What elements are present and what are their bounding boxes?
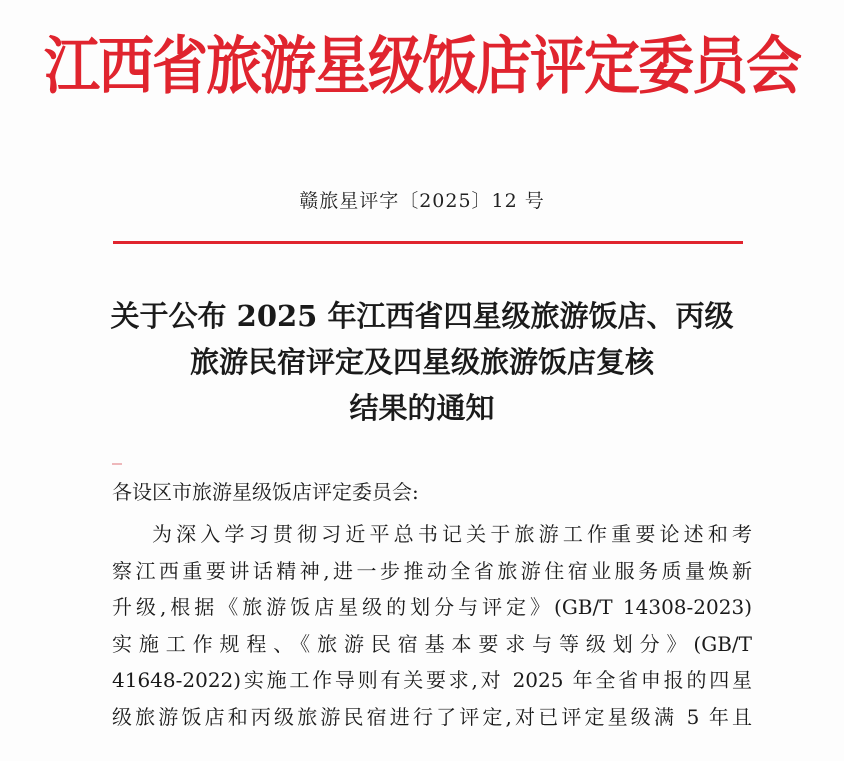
title-line-1: 关于公布 2025 年江西省四星级旅游饭店、丙级 [110,299,734,333]
organization-header: 江西省旅游星级饭店评定委员会 [44,30,800,104]
document-number: 赣旅星评字〔2025〕12 号 [299,190,545,212]
salutation: 各设区市旅游星级饭店评定委员会: [112,480,419,504]
title-line-2: 旅游民宿评定及四星级旅游饭店复核 [189,345,654,379]
body-paragraph [112,516,752,735]
body-line: 41648-2022)实施工作导则有关要求,对 2025 年全省申报的四星 [112,668,752,692]
body-line: 升级,根据《旅游饭店星级的划分与评定》(GB/T 14308-2023) [112,595,752,619]
red-divider-line [113,241,743,244]
body-line: 为深入学习贯彻习近平总书记关于旅游工作重要论述和考 [152,522,752,546]
notice-title [0,293,844,431]
title-line-3: 结果的通知 [349,391,495,425]
body-line: 实施工作规程、《旅游民宿基本要求与等级划分》(GB/T [112,631,752,656]
body-line: 察江西重要讲话精神,进一步推动全省旅游住宿业服务质量焕新 [112,558,752,583]
body-line: 级旅游饭店和丙级旅游民宿进行了评定,对已评定星级满 5 年且 [112,704,752,729]
stamp-mark [112,463,122,465]
